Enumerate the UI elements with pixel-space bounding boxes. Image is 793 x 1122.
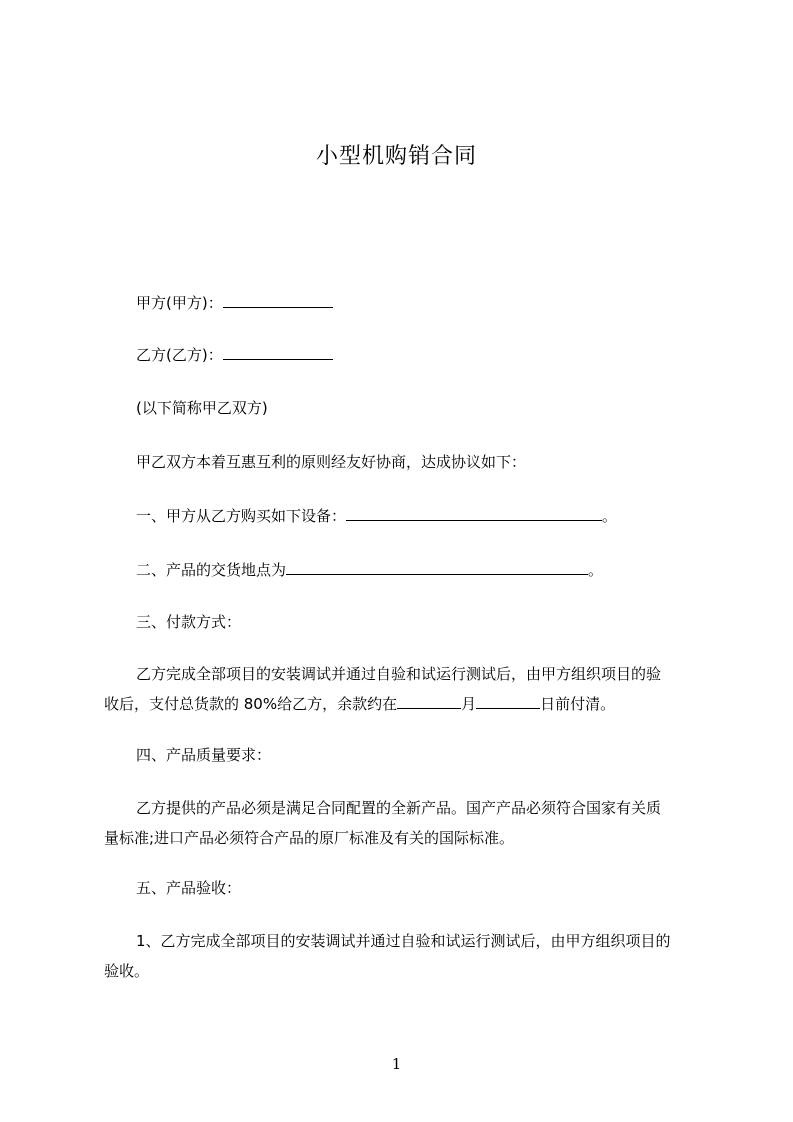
- intro-text: 甲乙双方本着互惠互利的原则经友好协商，达成协议如下：: [136, 453, 527, 471]
- clause-3-line-1: 乙方完成全部项目的安装调试并通过自验和试运行测试后，由甲方组织项目的验: [136, 665, 662, 683]
- clause-4-line-1: 乙方提供的产品必须是满足合同配置的全新产品。国产产品必须符合国家有关质: [136, 799, 662, 817]
- page-number: 1: [391, 1055, 402, 1073]
- clause-3-line-2: [104, 689, 704, 719]
- page-title: 小型机购销合同: [315, 144, 477, 169]
- clause-3-heading: 三、付款方式：: [136, 613, 242, 631]
- clause-2-text: 二、产品的交货地点为: [136, 561, 287, 579]
- day-blank[interactable]: [476, 693, 540, 709]
- clause-1-end: 。: [602, 507, 618, 525]
- abbrev-note: (以下简称甲乙双方): [136, 399, 268, 417]
- clause-4-line-2: 量标准;进口产品必须符合产品的原厂标准及有关的国际标准。: [104, 829, 515, 847]
- clause-5-item-1-line-1: 1、乙方完成全部项目的安装调试并通过自验和试运行测试后，由甲方组织项目的: [136, 932, 671, 950]
- party-b-blank[interactable]: [223, 344, 333, 360]
- month-label: 月: [461, 695, 477, 713]
- clause-3-paragraph: [104, 659, 704, 719]
- delivery-location-blank[interactable]: [286, 559, 588, 575]
- clause-1-text: 一、甲方从乙方购买如下设备：: [136, 507, 347, 525]
- day-label: 日前付清。: [540, 695, 616, 713]
- party-a-blank[interactable]: [223, 292, 333, 308]
- clause-5-heading: 五、产品验收：: [136, 879, 242, 897]
- party-a-line: [136, 292, 333, 313]
- clause-2-end: 。: [588, 561, 604, 579]
- clause-1: [136, 505, 617, 526]
- clause-4-paragraph: [104, 793, 704, 853]
- clause-5-item-1: [104, 926, 704, 986]
- clause-5-item-1-line-2: 验收。: [104, 962, 150, 980]
- clause-3-line-2-text: 收后，支付总货款的 80%给乙方，余款约在: [104, 695, 398, 713]
- equipment-blank[interactable]: [346, 505, 602, 521]
- party-a-label: 甲方(甲方)：: [136, 294, 223, 312]
- clause-4-heading: 四、产品质量要求：: [136, 746, 272, 764]
- party-b-line: [136, 344, 333, 365]
- party-b-label: 乙方(乙方)：: [136, 346, 223, 364]
- month-blank[interactable]: [397, 693, 461, 709]
- clause-2: [136, 559, 603, 580]
